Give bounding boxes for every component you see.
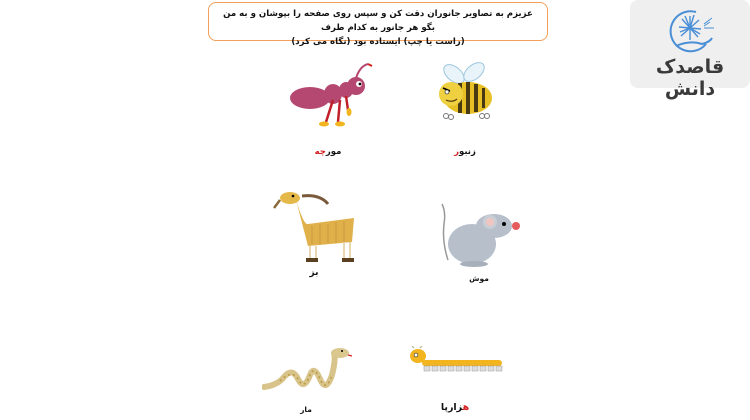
bee-illustration — [434, 60, 496, 126]
dandelion-hand-logo-icon — [666, 6, 718, 56]
instruction-box — [208, 2, 548, 47]
animal-label-goat: بز — [309, 268, 319, 278]
animal-label-ant: مورچه — [314, 147, 342, 157]
centipede-illustration — [408, 346, 504, 376]
instruction-line-1: عزیزم به تصاویر جانوران دقت کن و سپس روی صفحه را بپوشان و به من بگو هر جانور به کدام طرف — [223, 9, 533, 33]
brand-name: قاصدک دانش — [655, 56, 725, 100]
animal-label-centipede: هزارپا — [440, 402, 470, 413]
snake-illustration — [262, 345, 352, 395]
animal-label-mouse: موش — [469, 274, 489, 283]
instruction-line-2: (راست یا چپ) ایستاده بود (نگاه می کرد) — [291, 37, 465, 47]
animal-label-snake: مار — [300, 405, 312, 414]
logo-card — [630, 0, 750, 100]
mouse-illustration — [438, 202, 522, 268]
animal-label-bee: زنبور — [454, 147, 476, 157]
goat-illustration — [268, 186, 360, 266]
ant-illustration — [288, 60, 378, 132]
